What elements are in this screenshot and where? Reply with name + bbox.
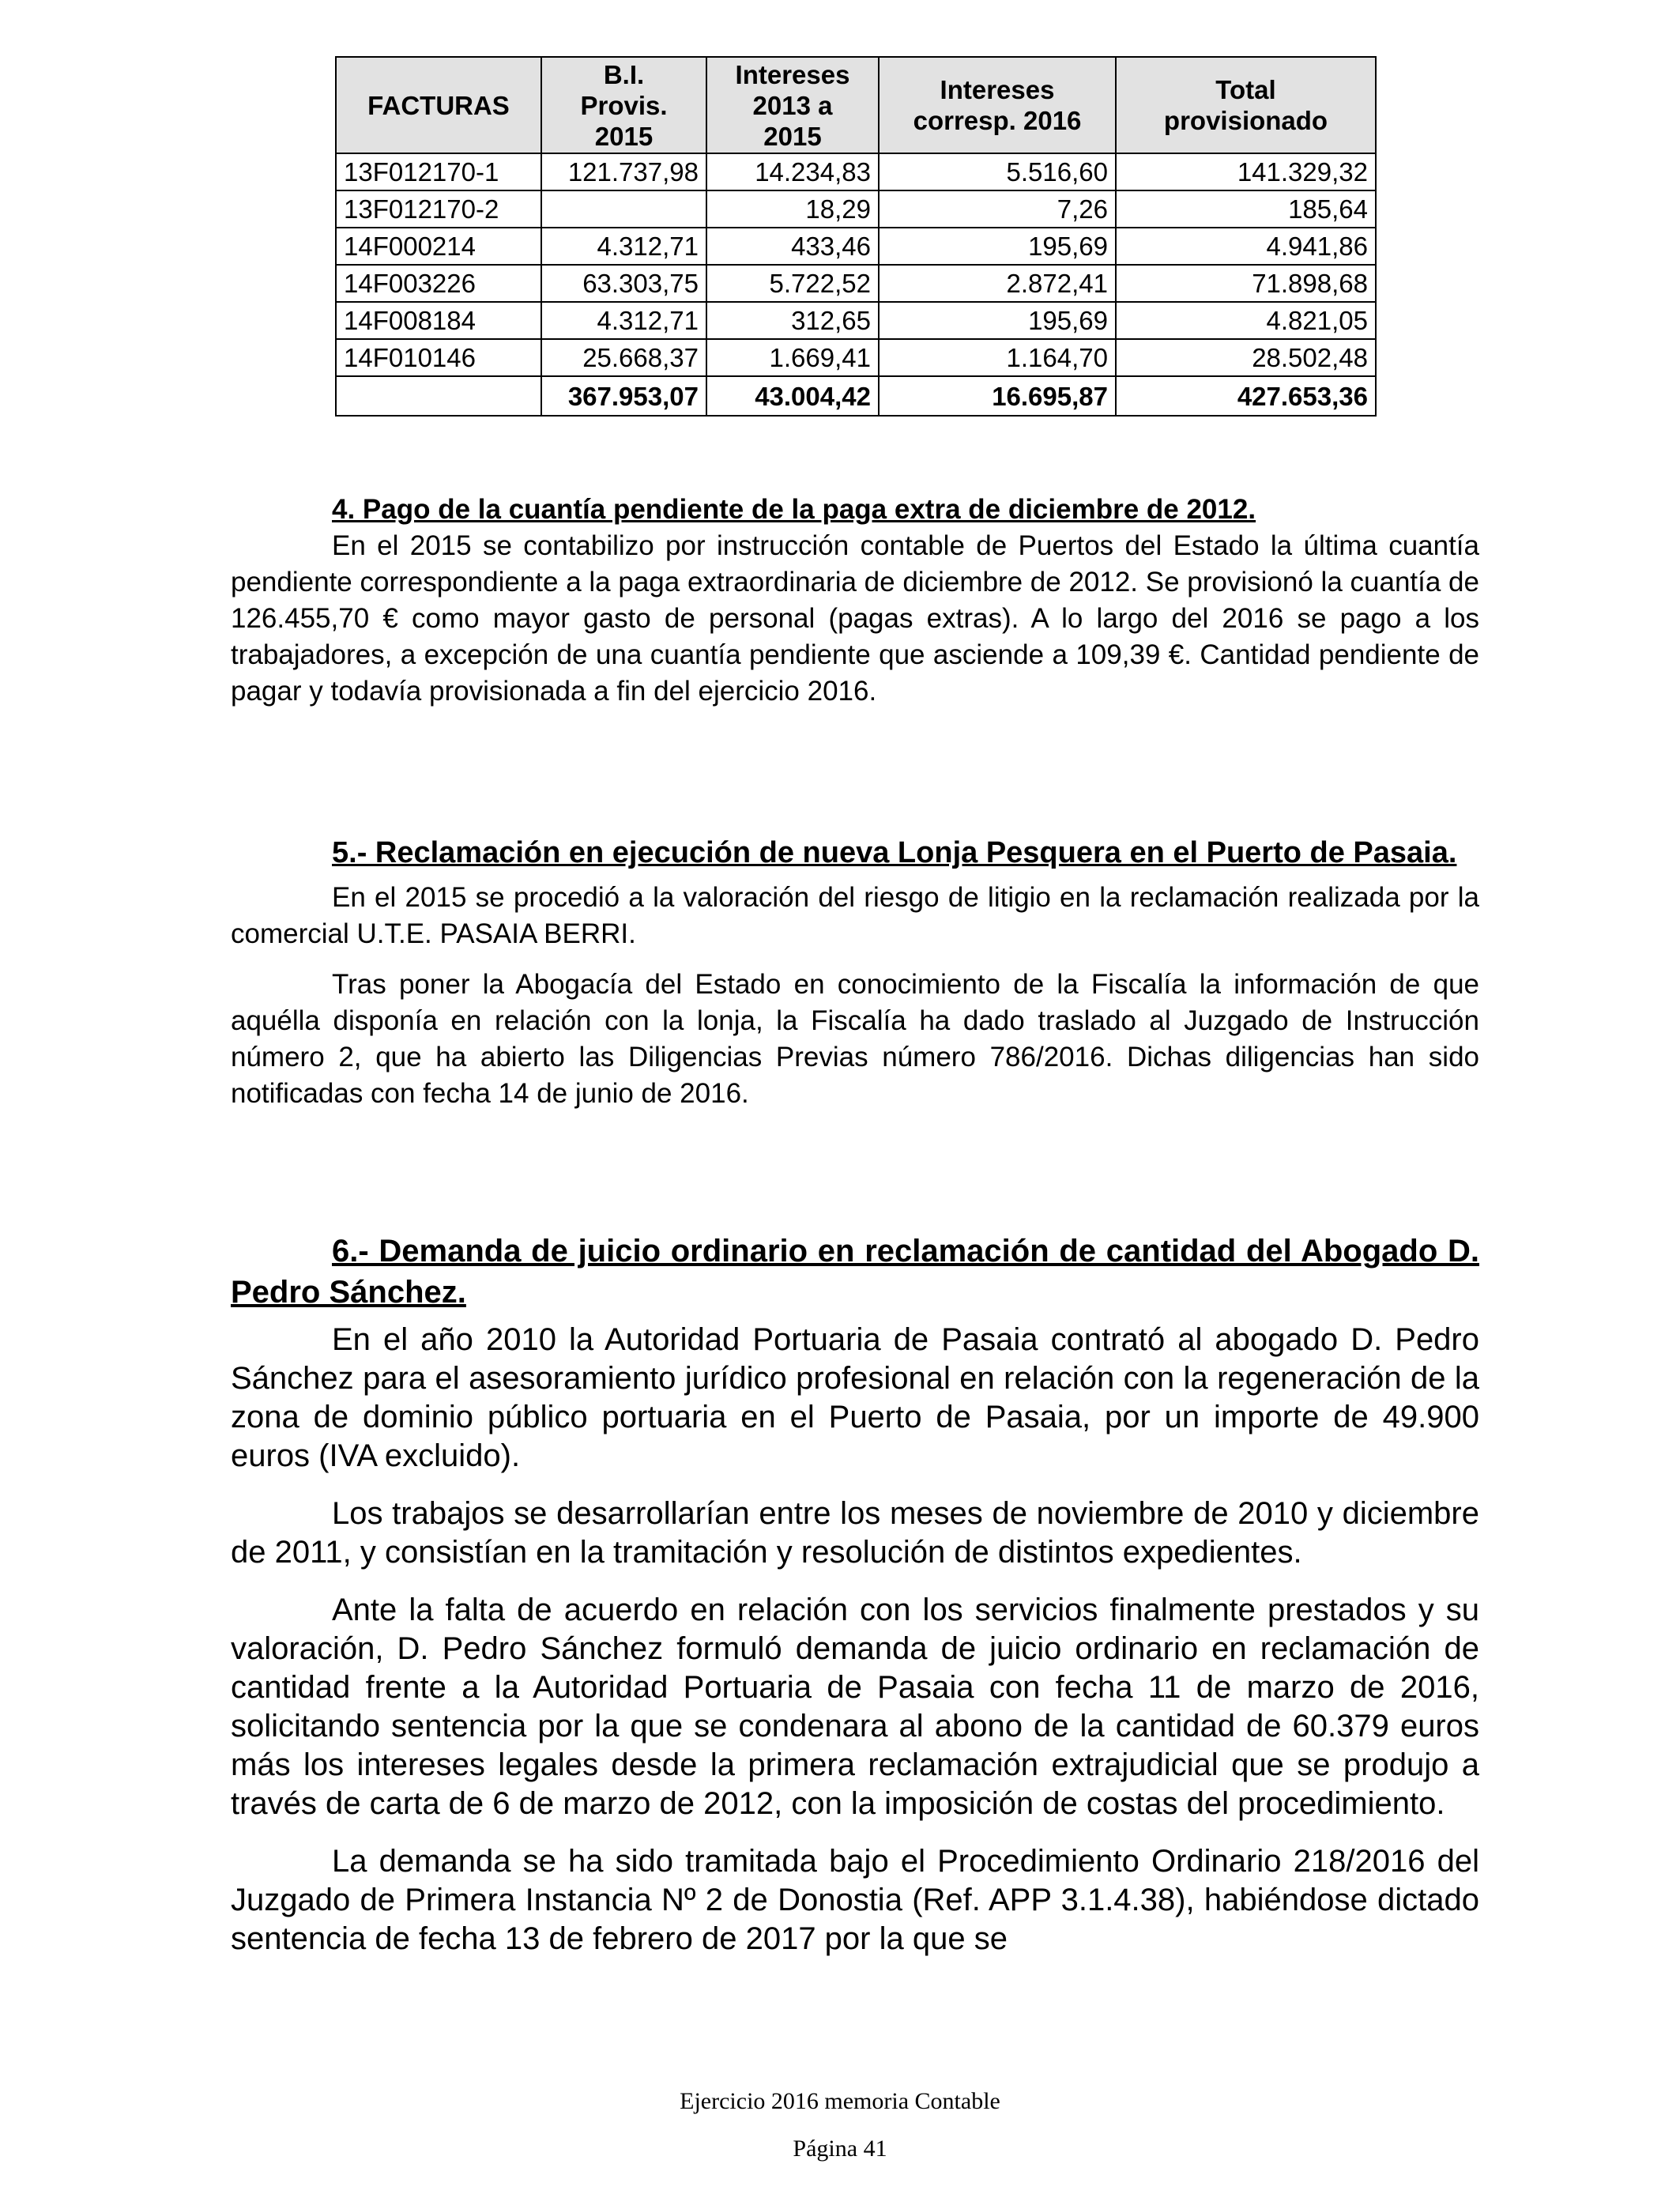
- cell-intereses-2013-2015: 18,29: [706, 190, 879, 228]
- cell-total-intereses-2016: 16.695,87: [879, 376, 1116, 416]
- cell-factura: 14F010146: [336, 339, 541, 376]
- footer-title: Ejercicio 2016 memoria Contable: [680, 2088, 1000, 2114]
- table-total-row: [336, 376, 1376, 416]
- header-intereses-2013-2015: [706, 57, 879, 153]
- cell-intereses-2013-2015: 433,46: [706, 228, 879, 265]
- header-bi-provis: [541, 57, 706, 153]
- cell-intereses-2016: 7,26: [879, 190, 1116, 228]
- section-6-paragraph: La demanda se ha sido tramitada bajo el Procedimiento Ordinario 218/2016 del Juzgado de Primera Instancia Nº 2 de Donostia (Ref. APP 3.1.4.38), habiéndose dictado sentencia de fecha 13 de febrero de 2017 por la que se: [231, 1844, 1479, 1956]
- header-intereses-2016: [879, 57, 1116, 153]
- cell-intereses-2016: 195,69: [879, 228, 1116, 265]
- cell-factura: 13F012170-1: [336, 153, 541, 190]
- section-5-paragraph: Tras poner la Abogacía del Estado en conocimiento de la Fiscalía la información de que aquélla disponía en relación con la lonja, la Fiscalía ha dado traslado al Juzgado de Instrucción número 2, que ha abierto las Diligencias Previas número 786/2016. Dichas diligencias han sido notificadas con fecha 14 de junio de 2016.: [231, 969, 1479, 1109]
- cell-intereses-2016: 2.872,41: [879, 265, 1116, 302]
- cell-bi-provis: [541, 190, 706, 228]
- page-number: Página 41: [793, 2136, 887, 2162]
- header-bi-provis-label: B.I. Provis. 2015: [580, 59, 668, 151]
- table-row: [336, 302, 1376, 339]
- cell-intereses-2016: 195,69: [879, 302, 1116, 339]
- section-6-paragraph: Los trabajos se desarrollarían entre los meses de noviembre de 2010 y diciembre de 2011, y consistían en la tramitación y resolución de distintos expedientes.: [231, 1496, 1479, 1570]
- table-row: [336, 190, 1376, 228]
- section-6: [231, 1231, 1479, 1977]
- cell-intereses-2013-2015: 5.722,52: [706, 265, 879, 302]
- header-facturas-label: FACTURAS: [367, 90, 510, 120]
- section-5: [231, 833, 1479, 1126]
- cell-total: 4.821,05: [1116, 302, 1376, 339]
- cell-bi-provis: 121.737,98: [541, 153, 706, 190]
- cell-intereses-2016: 1.164,70: [879, 339, 1116, 376]
- cell-factura: 13F012170-2: [336, 190, 541, 228]
- cell-total: 141.329,32: [1116, 153, 1376, 190]
- cell-total: 71.898,68: [1116, 265, 1376, 302]
- section-4: [231, 492, 1479, 710]
- section-4-heading: 4. Pago de la cuantía pendiente de la paga extra de diciembre de 2012.: [332, 494, 1256, 525]
- header-intereses-2016-label: Intereses corresp. 2016: [913, 75, 1082, 135]
- header-total-provisionado: [1116, 57, 1376, 153]
- header-facturas: [336, 57, 541, 153]
- table-row: [336, 265, 1376, 302]
- cell-factura: 14F003226: [336, 265, 541, 302]
- table-row: [336, 153, 1376, 190]
- cell-bi-provis: 25.668,37: [541, 339, 706, 376]
- cell-factura: 14F000214: [336, 228, 541, 265]
- cell-total: 185,64: [1116, 190, 1376, 228]
- cell-total: 28.502,48: [1116, 339, 1376, 376]
- cell-intereses-2013-2015: 312,65: [706, 302, 879, 339]
- section-6-paragraph: Ante la falta de acuerdo en relación con los servicios finalmente prestados y su valoración, D. Pedro Sánchez formuló demanda de juicio ordinario en reclamación de cantidad frente a la Autoridad Portuaria de Pasaia con fecha 11 de marzo de 2016, solicitando sentencia por la que se condenara al abono de la cantidad de 60.379 euros más los intereses legales desde la primera reclamación extrajudicial que se produjo a través de carta de 6 de marzo de 2012, con la imposición de costas del procedimiento.: [231, 1593, 1479, 1821]
- cell-total-bi-provis: 367.953,07: [541, 376, 706, 416]
- cell-factura: 14F008184: [336, 302, 541, 339]
- section-5-paragraph: En el 2015 se procedió a la valoración del riesgo de litigio en la reclamación realizada por la comercial U.T.E. PASAIA BERRI.: [231, 882, 1479, 949]
- cell-bi-provis: 63.303,75: [541, 265, 706, 302]
- cell-bi-provis: 4.312,71: [541, 228, 706, 265]
- cell-total-label: [336, 376, 541, 416]
- cell-intereses-2013-2015: 14.234,83: [706, 153, 879, 190]
- cell-total-intereses-2013-2015: 43.004,42: [706, 376, 879, 416]
- section-5-heading: 5.- Reclamación en ejecución de nueva Lonja Pesquera en el Puerto de Pasaia.: [332, 836, 1457, 869]
- section-6-paragraph: En el año 2010 la Autoridad Portuaria de Pasaia contrató al abogado D. Pedro Sánchez para el asesoramiento jurídico profesional en relación con la regeneración de la zona de dominio público portuaria en el Puerto de Pasaia, por un importe de 49.900 euros (IVA excluido).: [231, 1322, 1479, 1473]
- table-header-row: [336, 57, 1376, 153]
- header-total-provisionado-label: Total provisionado: [1163, 75, 1328, 135]
- cell-intereses-2016: 5.516,60: [879, 153, 1116, 190]
- cell-total-provisionado: 427.653,36: [1116, 376, 1376, 416]
- section-4-paragraph: En el 2015 se contabilizo por instrucción contable de Puertos del Estado la última cuantía pendiente correspondiente a la paga extraordinaria de diciembre de 2012. Se provisionó la cuantía de 126.455,70 € como mayor gasto de personal (pagas extras). A lo largo del 2016 se pago a los trabajadores, a excepción de una cuantía pendiente que asciende a 109,39 €. Cantidad pendiente de pagar y todavía provisionada a fin del ejercicio 2016.: [231, 530, 1479, 707]
- header-intereses-2013-2015-label: Intereses 2013 a 2015: [735, 59, 850, 151]
- facturas-table: [335, 56, 1377, 417]
- cell-total: 4.941,86: [1116, 228, 1376, 265]
- cell-bi-provis: 4.312,71: [541, 302, 706, 339]
- cell-intereses-2013-2015: 1.669,41: [706, 339, 879, 376]
- table-row: [336, 228, 1376, 265]
- section-6-heading: 6.- Demanda de juicio ordinario en reclamación de cantidad del Abogado D. Pedro Sánchez.: [231, 1234, 1479, 1310]
- table-row: [336, 339, 1376, 376]
